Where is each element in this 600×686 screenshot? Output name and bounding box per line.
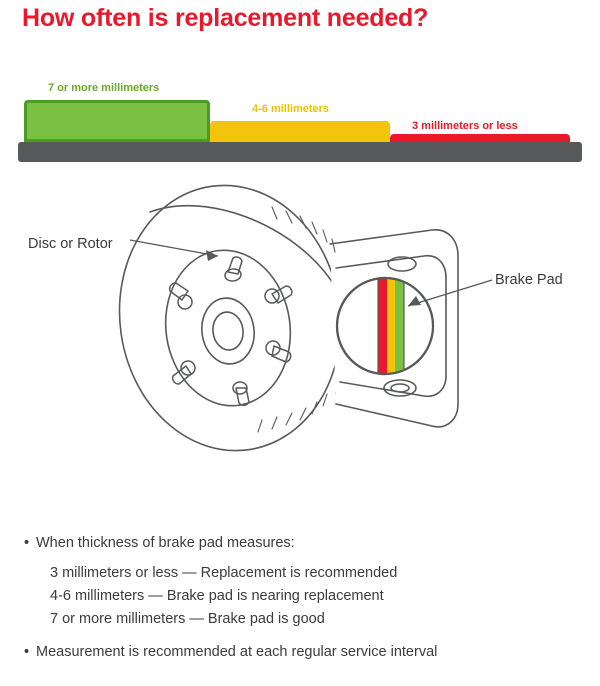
note-item-2-label: Measurement is recommended at each regular service interval bbox=[36, 644, 438, 660]
page-title: How often is replacement needed? bbox=[22, 4, 429, 32]
gauge-label-yellow: 4-6 millimeters bbox=[252, 103, 330, 115]
thickness-gauge bbox=[0, 70, 600, 170]
note-item-2 bbox=[24, 641, 584, 664]
bullet-icon: • bbox=[24, 644, 30, 660]
brake-assembly-diagram bbox=[0, 168, 600, 508]
gauge-label-red: 3 millimeters or less bbox=[412, 120, 518, 132]
note-item-1 bbox=[24, 532, 584, 555]
notes-list bbox=[24, 532, 584, 664]
gauge-label-green: 7 or more millimeters bbox=[48, 82, 160, 94]
pad-segment-red bbox=[390, 134, 570, 142]
note-sub-item-1: 3 millimeters or less — Replacement is recommended bbox=[50, 565, 398, 581]
rotor-bar bbox=[18, 142, 582, 162]
bullet-icon: • bbox=[24, 535, 30, 551]
pad-segment-yellow bbox=[210, 121, 390, 142]
pad-segment-green bbox=[24, 100, 210, 142]
note-sub-item-2: 4-6 millimeters — Brake pad is nearing replacement bbox=[50, 588, 384, 604]
note-sub-item-3: 7 or more millimeters — Brake pad is good bbox=[50, 611, 325, 627]
note-sub-list bbox=[50, 562, 584, 631]
brake-assembly-illustration bbox=[0, 168, 600, 508]
callout-label-brake-pad: Brake Pad bbox=[495, 272, 563, 288]
callout-label-disc-or-rotor: Disc or Rotor bbox=[28, 236, 113, 252]
note-item-1-label: When thickness of brake pad measures: bbox=[36, 535, 295, 551]
